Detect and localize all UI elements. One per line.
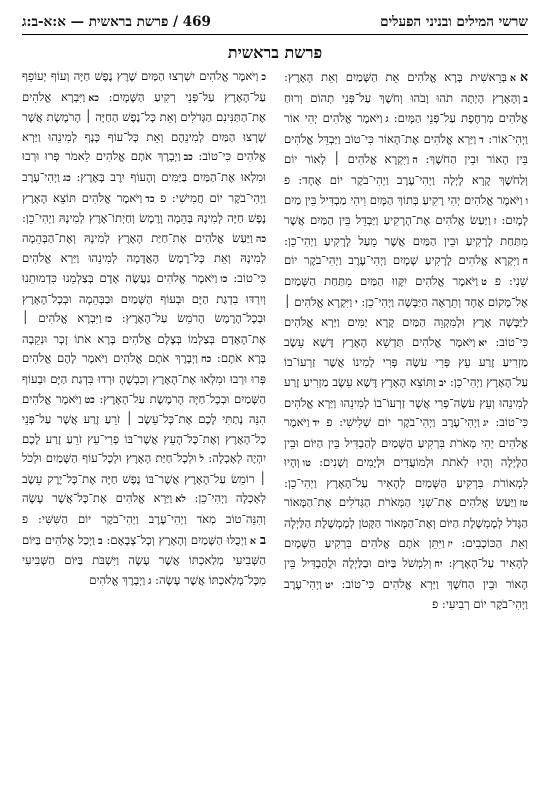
verse <box>284 213 528 248</box>
verse-number: ד <box>479 134 484 146</box>
chapter-number: ב <box>259 531 266 547</box>
verse-number: יז <box>447 538 453 550</box>
verse-number: כד <box>145 193 155 205</box>
text-columns <box>22 67 528 779</box>
verse-number: כג <box>63 172 71 184</box>
verse-number: כו <box>220 273 228 285</box>
verse-text: וַיְבָרֶךְ אֹתָם אֱלֹהִים לֵאמֹר פְּרוּ וּרְבוּ וּמִלְאוּ אֶת־הַמַּיִם בַּיַּמִּים וְהָעוֹף יִרֶב בָּאָרֶץ: <box>22 149 266 184</box>
verse-text: וַיְכֻלּוּ הַשָּׁמַיִם וְהָאָרֶץ וְכָל־צְבָאָם: <box>102 532 247 547</box>
verse-number: ב <box>523 93 528 105</box>
verse-number: ה <box>412 155 418 167</box>
verse-number: א <box>509 73 516 84</box>
verse-text: וַיֹּאמֶר אֱלֹהִים נַעֲשֶׂה אָדָם בְּצַלְמֵנוּ כִּדְמוּתֵנוּ וְיִרְדּוּ בִדְגַת הַיָּם וּבְעוֹף הַשָּׁמַיִם וּבַבְּהֵמָה וּבְכָל־הָאָרֶץ וּבְכָל־הָרֶמֶשׂ הָרֹמֵשׂ עַל־הָאָרֶץ: <box>22 270 266 326</box>
book-title: שרשי המילים ובניני הפעלים <box>380 14 528 30</box>
verse-number: כט <box>84 394 95 406</box>
verse-text: וַיְבָרֶךְ אֱלֹהִים <box>89 572 146 587</box>
verse-text: וַיַּעַשׂ אֱלֹהִים אֶת־הָרָקִיעַ וַיַּבְדֵּל בֵּין הַמַּיִם אֲשֶׁר מִתַּחַת לָרָקִיעַ וּבֵין הַמַּיִם אֲשֶׁר מֵעַל לָרָקִיעַ וַיְהִי־כֵן: <box>284 213 528 248</box>
verse-number: כה <box>255 233 266 245</box>
verse-text: וַיְהִי־עֶרֶב וַיְהִי־בֹקֶר יוֹם שְׁלִישִׁי: פ <box>319 415 481 430</box>
verse-number: ל <box>199 454 204 466</box>
verse-number: יב <box>439 377 447 389</box>
verse-text: וְהָאָרֶץ הָיְתָה תֹהוּ וָבֹהוּ וְחֹשֶׁךְ עַל־פְּנֵי תְהוֹם וְרוּחַ אֱלֹהִים מְרַחֶפֶת עַל־פְּנֵי הַמָּיִם: <box>284 90 528 126</box>
chapter-number: א <box>519 69 528 84</box>
verse-number: ג <box>385 114 389 126</box>
verse-number: יח <box>434 559 443 571</box>
verse <box>320 415 489 429</box>
verse-number: יא <box>478 337 487 349</box>
verse-text: וַיֹּאמֶר אֱלֹהִים תַּדְשֵׁא הָאָרֶץ דֶּשֶׁא עֵשֶׂב מַזְרִיעַ זֶרַע עֵץ פְּרִי עֹשֶׂה פְּרִי לְמִינוֹ אֲשֶׁר זַרְעוֹ־בוֹ עַל־הָאָרֶץ וַיְהִי־כֵן: <box>284 334 528 389</box>
verse-number: כ <box>261 72 266 83</box>
left-column <box>22 67 266 779</box>
parsha-title: פרשת בראשית <box>227 43 323 62</box>
verse-number: ו <box>525 195 528 207</box>
verse-number: יג <box>483 418 489 430</box>
verse-number: כב <box>183 152 193 164</box>
verse-text: וְלִמְשֹׁל בַּיּוֹם וּבַלַּיְלָה וּלֲהַבְדִּיל בֵּין הָאוֹר וּבֵין הַחֹשֶׁךְ וַיַּרְא אֱלֹהִים כִּי־טוֹב: <box>284 556 528 591</box>
verse-number: לא <box>175 494 186 506</box>
verse-number: כא <box>88 92 99 104</box>
verse-number: יט <box>325 579 334 591</box>
verse-text: וַיֹּאמֶר אֱלֹהִים יִקָּווּ הַמַּיִם מִתַּחַת הַשָּׁמַיִם אֶל־מָקוֹם אֶחָד וְתֵרָאֶה הַיַּבָּשָׁה וַיְהִי־כֵן: <box>284 273 528 309</box>
verse-text: וַיֹּאמֶר אֱלֹהִים יְהִי מְאֹרֹת בִּרְקִיעַ הַשָּׁמַיִם לְהַבְדִּיל בֵּין הַיּוֹם וּבֵין הַלָּיְלָה וְהָיוּ לְאֹתֹת וּלְמוֹעֲדִים וּלְיָמִים וְשָׁנִים: <box>284 415 528 470</box>
verse-text: וַיְהִי־עֶרֶב וַיְהִי־בֹקֶר יוֹם רְבִיעִי: פ <box>284 576 528 612</box>
verse-text: וַיֹּאמֶר אֱלֹהִים יִשְׁרְצוּ הַמַּיִם שֶׁרֶץ נֶפֶשׁ חַיָּה וְעוֹף יְעוֹפֵף עַל־הָאָרֶץ עַל־פְּנֵי רְקִיעַ הַשָּׁמָיִם: <box>22 69 266 104</box>
verse-text: וַיִּתֵּן אֹתָם אֱלֹהִים בִּרְקִיעַ הַשָּׁמָיִם לְהָאִיר עַל־הָאָרֶץ: <box>284 535 528 571</box>
verse-text: וַיִּקְרָא אֱלֹהִים ׀ לַיַּבָּשָׁה אֶרֶץ וּלְמִקְוֵה הַמַּיִם קָרָא יַמִּים וַיַּרְא אֱלֹהִים כִּי־טוֹב: <box>284 294 528 349</box>
verse-text: וַיְהִי־עֶרֶב וַיְהִי־בֹקֶר יוֹם חֲמִישִׁי: פ <box>22 169 266 205</box>
verse-text: וַיֹּאמֶר אֱלֹהִים הִנֵּה נָתַתִּי לָכֶם אֶת־כָּל־עֵשֶׂב ׀ זֹרֵעַ זֶרַע אֲשֶׁר עַל־פְּנֵי כָל־הָאָרֶץ וְאֶת־כָּל־הָעֵץ אֲשֶׁר־בּוֹ פְרִי־עֵץ זֹרֵעַ זָרַע לָכֶם יִהְיֶה לְאָכְלָה: <box>22 391 266 466</box>
right-column <box>284 67 528 779</box>
section-reference: פרשת בראשית — א:א-ב:ג <box>22 14 169 30</box>
verse-number: ט <box>481 276 487 288</box>
header-separator: / <box>168 14 179 30</box>
verse-text: וַיְכַל אֱלֹהִים בַּיּוֹם הַשְּׁבִיעִי מְלַאכְתּוֹ אֲשֶׁר עָשָׂה וַיִּשְׁבֹּת בַּיּוֹם הַשְּׁבִיעִי מִכָּל־מְלַאכְתּוֹ אֲשֶׁר עָשָׂה: <box>22 532 266 587</box>
verse-text: וַיַּרְא אֱלֹהִים אֶת־הָאוֹר כִּי־טוֹב וַיַּבְדֵּל אֱלֹהִים בֵּין הָאוֹר וּבֵין הַחֹשֶׁךְ: <box>284 131 528 167</box>
verse-number: ב <box>98 535 103 547</box>
verse-number: ח <box>522 256 528 268</box>
verse-text: וַיֹּאמֶר אֱלֹהִים יְהִי רָקִיעַ בְּתוֹךְ הַמָּיִם וִיהִי מַבְדִּיל בֵּין מַיִם לָמָיִם: <box>284 192 528 228</box>
verse-number: ג <box>148 575 152 587</box>
page-number: 469 <box>182 14 211 30</box>
verse <box>284 70 528 84</box>
verse-text: וַיֹּאמֶר אֱלֹהִים יְהִי אוֹר וַיְהִי־אוֹר: <box>284 111 528 146</box>
verse-number: טז <box>519 498 528 510</box>
header-right <box>22 14 211 30</box>
verse-number: א <box>249 535 256 547</box>
verse <box>103 533 266 547</box>
verse-number: ז <box>493 216 497 228</box>
verse-number: כח <box>201 354 212 366</box>
verse-text: וַיִּבְרָא אֱלֹהִים ׀ אֶת־הָאָדָם בְּצַלְמוֹ בְּצֶלֶם אֱלֹהִים בָּרָא אֹתוֹ זָכָר וּנְקֵבָה בָּרָא אֹתָם: <box>22 311 266 366</box>
verse-number: טו <box>302 458 311 470</box>
verse-number: י <box>355 297 358 309</box>
verse-text: וַיְבָרֶךְ אֹתָם אֱלֹהִים וַיֹּאמֶר לָהֶם אֱלֹהִים פְּרוּ וּרְבוּ וּמִלְאוּ אֶת־הָאָרֶץ וְכִבְשֻׁהָ וּרְדוּ בִּדְגַת הַיָּם וּבְעוֹף הַשָּׁמַיִם וּבְכָל־חַיָּה הָרֹמֶשֶׂת עַל־הָאָרֶץ: <box>22 351 266 406</box>
verse-text: וַיַּעַשׂ אֱלֹהִים אֶת־חַיַּת הָאָרֶץ לְמִינָהּ וְאֶת־הַבְּהֵמָה לְמִינָהּ וְאֵת כָּל־רֶמֶשׂ הָאֲדָמָה לְמִינֵהוּ וַיַּרְא אֱלֹהִים כִּי־טוֹב: <box>22 230 266 285</box>
verse-text: וַיֹּאמֶר אֱלֹהִים תּוֹצֵא הָאָרֶץ נֶפֶשׁ חַיָּה לְמִינָהּ בְּהֵמָה וָרֶמֶשׂ וְחַיְתוֹ־אֶרֶץ לְמִינָהּ וַיְהִי־כֵן: <box>22 190 266 226</box>
verse-number: כז <box>104 314 112 326</box>
verse-text: וַיַּעַשׂ אֱלֹהִים אֶת־שְׁנֵי הַמְּאֹרֹת הַגְּדֹלִים אֶת־הַמָּאוֹר הַגָּדֹל לְמֶמְשֶׁלֶת הַיּוֹם וְאֶת־הַמָּאוֹר הַקָּטֹן לְמֶמְשֶׁלֶת הַלַּיְלָה וְאֵת הַכּוֹכָבִים: <box>284 495 528 550</box>
verse-text: וְהָיוּ לִמְאוֹרֹת בִּרְקִיעַ הַשָּׁמַיִם לְהָאִיר עַל־הָאָרֶץ וַיְהִי־כֵן: <box>284 455 528 490</box>
verse-text: וַתּוֹצֵא הָאָרֶץ דֶּשֶׁא עֵשֶׂב מַזְרִיעַ זֶרַע לְמִינֵהוּ וְעֵץ עֹשֶׂה־פְּרִי אֲשֶׁר זַרְעוֹ־בוֹ לְמִינֵהוּ וַיַּרְא אֱלֹהִים כִּי־טוֹב: <box>284 374 528 430</box>
verse-text: וַיִּקְרָא אֱלֹהִים ׀ לָאוֹר יוֹם וְלַחֹשֶׁךְ קָרָא לָיְלָה וַיְהִי־עֶרֶב וַיְהִי־בֹקֶר יוֹם אֶחָד: פ <box>284 152 528 187</box>
verse-text: בְּרֵאשִׁית בָּרָא אֱלֹהִים אֵת הַשָּׁמַיִם וְאֵת הָאָרֶץ: <box>284 70 507 84</box>
verse-text: וַיִּבְרָא אֱלֹהִים אֶת־הַתַּנִּינִם הַגְּדֹלִים וְאֵת כָּל־נֶפֶשׁ הַחַיָּה ׀ הָרֹמֶשֶׂת אֲשֶׁר שָׁרְצוּ הַמַּיִם לְמִינֵהֶם וְאֵת כָּל־עוֹף כָּנָף לְמִינֵהוּ וַיַּרְא אֱלֹהִים כִּי־טוֹב: <box>22 89 266 164</box>
page-header <box>22 14 528 35</box>
verse-text: וּלְכָל־חַיַּת הָאָרֶץ וּלְכָל־עוֹף הַשָּׁמַיִם וּלְכֹל ׀ רוֹמֵשׂ עַל־הָאָרֶץ אֲשֶׁר־בּוֹ נֶפֶשׁ חַיָּה אֶת־כָּל־יֶרֶק עֵשֶׂב לְאָכְלָה וַיְהִי־כֵן: <box>22 451 266 506</box>
verse <box>89 573 151 587</box>
verse-text: וַיַּרְא אֱלֹהִים אֶת־כָּל־אֲשֶׁר עָשָׂה וְהִנֵּה־טוֹב מְאֹד וַיְהִי־עֶרֶב וַיְהִי־בֹקֶר יוֹם הַשִּׁשִּׁי: פ <box>22 491 266 527</box>
verse-number: יד <box>312 418 320 430</box>
verse-text: וַיִּקְרָא אֱלֹהִים לָרָקִיעַ שָׁמָיִם וַיְהִי־עֶרֶב וַיְהִי־בֹקֶר יוֹם שֵׁנִי: פ <box>284 253 528 288</box>
